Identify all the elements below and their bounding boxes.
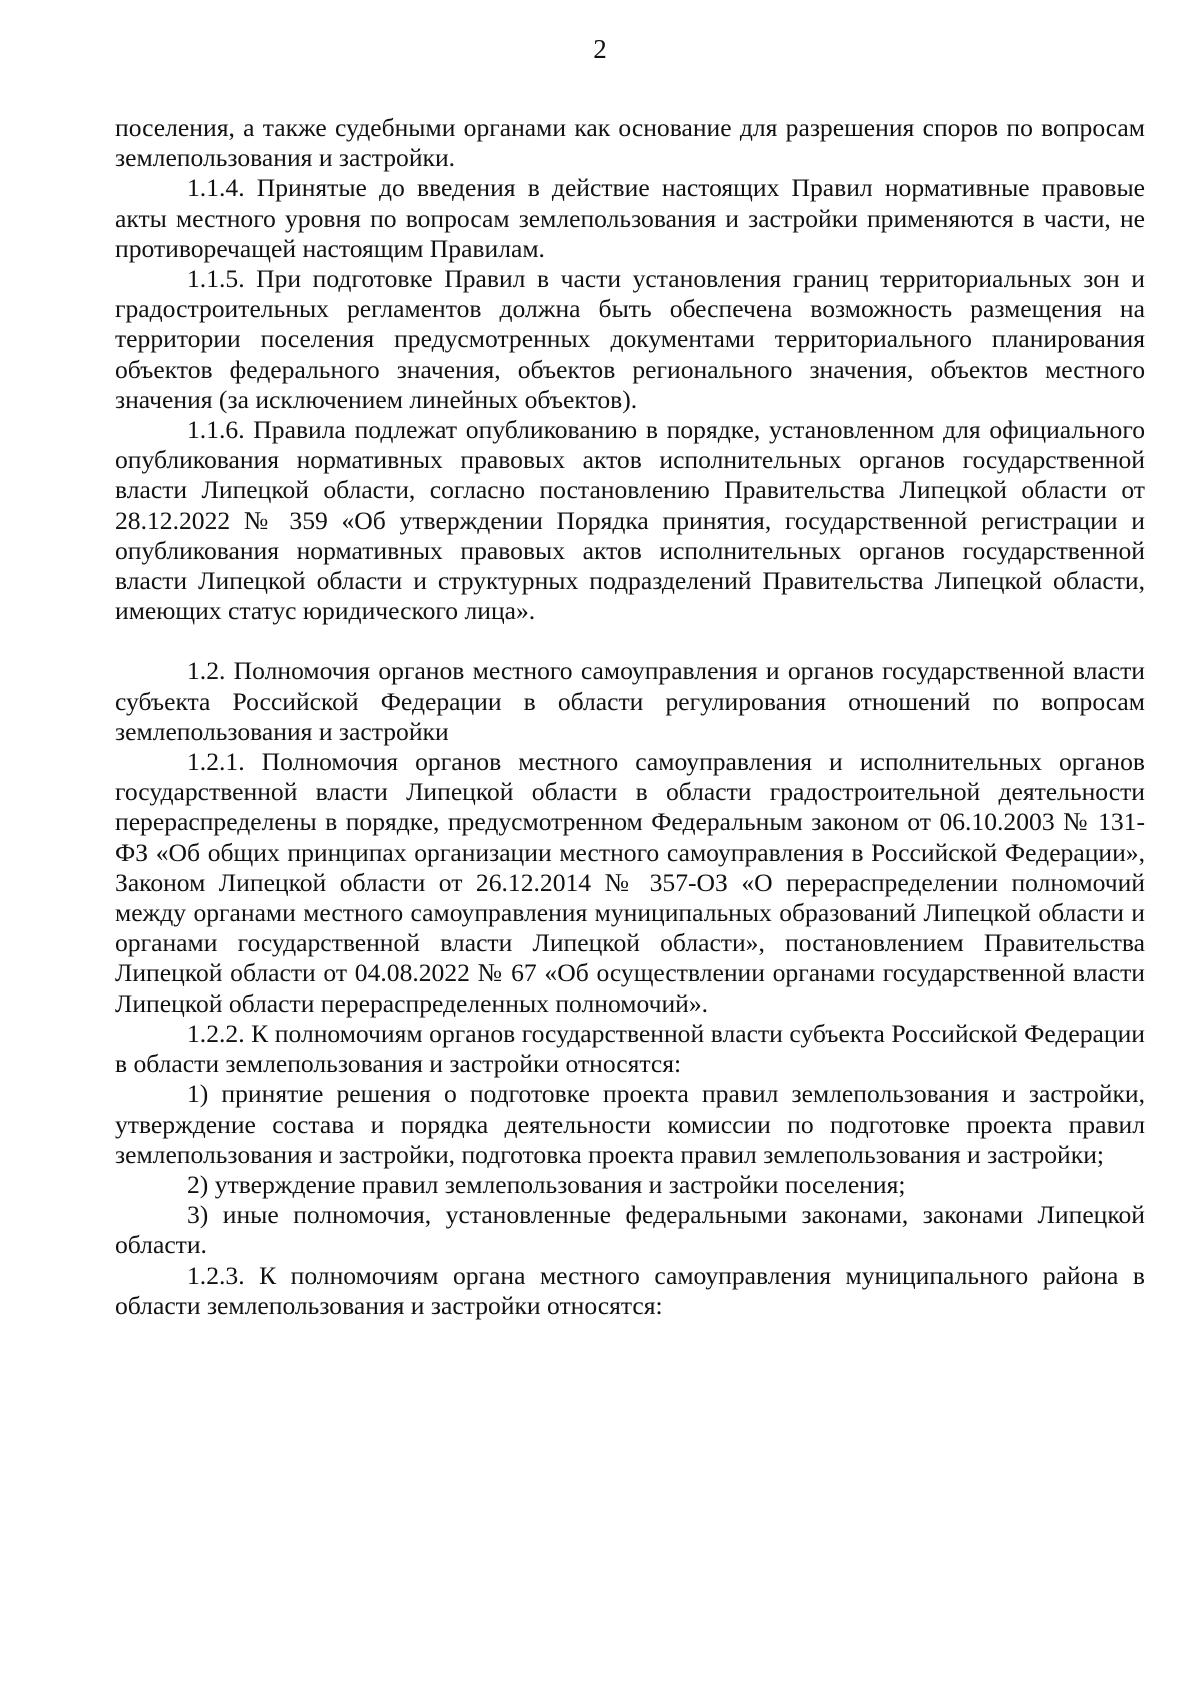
paragraph-continuation: поселения, а также судебными органами как основание для разрешения споров по вопросам землепользования и застройки. bbox=[115, 113, 1145, 173]
page-number: 2 bbox=[593, 34, 607, 64]
paragraph-1-2-3: 1.2.3. К полномочиям органа местного самоуправления муниципального района в области землепользования и застройки относятся: bbox=[115, 1260, 1145, 1320]
list-item-1: 1) принятие решения о подготовке проекта правил землепользования и застройки, утверждение состава и порядка деятельности комиссии по подготовке проекта правил землепользования и застройки, подготовка проекта правил землепользования и застройки; bbox=[115, 1079, 1145, 1169]
list-item-3: 3) иные полномочия, установленные федеральными законами, законами Липецкой области. bbox=[115, 1200, 1145, 1260]
list-item-2: 2) утверждение правил землепользования и застройки поселения; bbox=[187, 1169, 906, 1199]
document-body bbox=[115, 113, 1145, 1321]
section-heading-1-2: 1.2. Полномочия органов местного самоуправления и органов государственной власти субъекта Российской Федерации в области регулирования отношений по вопросам землепользования и застройки bbox=[115, 656, 1145, 746]
paragraph-1-2-1: 1.2.1. Полномочия органов местного самоуправления и исполнительных органов государственной власти Липецкой области в области градостроительной деятельности перераспределены в порядке, предусмотренном Федеральным законом от 06.10.2003 № 131-ФЗ «Об общих принципах организации местного самоуправления в Российской Федерации», Законом Липецкой области от 26.12.2014 № 357-ОЗ «О перераспределении полномочий между органами местного самоуправления муниципальных образований Липецкой области и органами государственной власти Липецкой области», постановлением Правительства Липецкой области от 04.08.2022 № 67 «Об осуществлении органами государственной власти Липецкой области перераспределенных полномочий». bbox=[115, 747, 1145, 1018]
paragraph-1-1-4: 1.1.4. Принятые до введения в действие настоящих Правил нормативные правовые акты местного уровня по вопросам землепользования и застройки применяются в части, не противоречащей настоящим Правилам. bbox=[115, 173, 1145, 263]
paragraph-1-1-6: 1.1.6. Правила подлежат опубликованию в порядке, установленном для официального опубликования нормативных правовых актов исполнительных органов государственной власти Липецкой области, согласно постановлению Правительства Липецкой области от 28.12.2022 № 359 «Об утверждении Порядка принятия, государственной регистрации и опубликования нормативных правовых актов исполнительных органов государственной власти Липецкой области и структурных подразделений Правительства Липецкой области, имеющих статус юридического лица». bbox=[115, 415, 1145, 626]
paragraph-1-2-2: 1.2.2. К полномочиям органов государственной власти субъекта Российской Федерации в области землепользования и застройки относятся: bbox=[115, 1018, 1145, 1079]
paragraph-1-1-5: 1.1.5. При подготовке Правил в части установления границ территориальных зон и градостроительных регламентов должна быть обеспечена возможность размещения на территории поселения предусмотренных документами территориального планирования объектов федерального значения, объектов регионального значения, объектов местного значения (за исключением линейных объектов). bbox=[115, 264, 1145, 414]
